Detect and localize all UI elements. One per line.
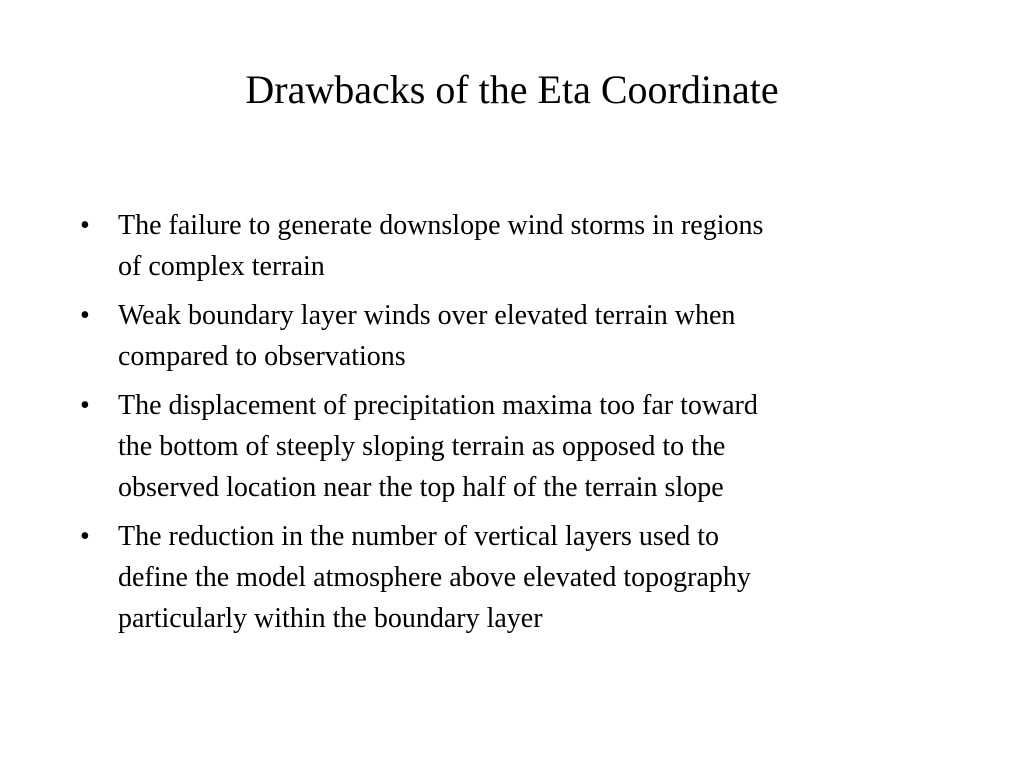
bullet-icon: • [80, 521, 90, 552]
bullet-item-2 [80, 295, 920, 377]
bullet-item-4 [80, 516, 920, 639]
bullet-line: The failure to generate downslope wind storms in regions [118, 210, 764, 241]
bullet-line: The reduction in the number of vertical layers used to [118, 521, 720, 552]
bullet-text [118, 205, 918, 287]
slide-title: Drawbacks of the Eta Coordinate [245, 67, 779, 112]
bullet-icon: • [80, 300, 90, 331]
bullet-line: compared to observations [118, 341, 406, 372]
bullet-icon: • [80, 390, 90, 421]
bullet-line: of complex terrain [118, 251, 325, 282]
bullet-line: particularly within the boundary layer [118, 603, 543, 634]
bullet-line: define the model atmosphere above elevated topography [118, 562, 751, 593]
bullet-list [80, 205, 920, 647]
bullet-text [118, 516, 918, 639]
bullet-item-1 [80, 205, 920, 287]
bullet-line: the bottom of steeply sloping terrain as opposed to the [118, 431, 726, 462]
bullet-text [118, 295, 918, 377]
bullet-line: observed location near the top half of the terrain slope [118, 472, 724, 503]
bullet-icon: • [80, 210, 90, 241]
bullet-text [118, 385, 918, 508]
bullet-item-3 [80, 385, 920, 508]
bullet-line: Weak boundary layer winds over elevated terrain when [118, 300, 736, 331]
bullet-line: The displacement of precipitation maxima too far toward [118, 390, 758, 421]
